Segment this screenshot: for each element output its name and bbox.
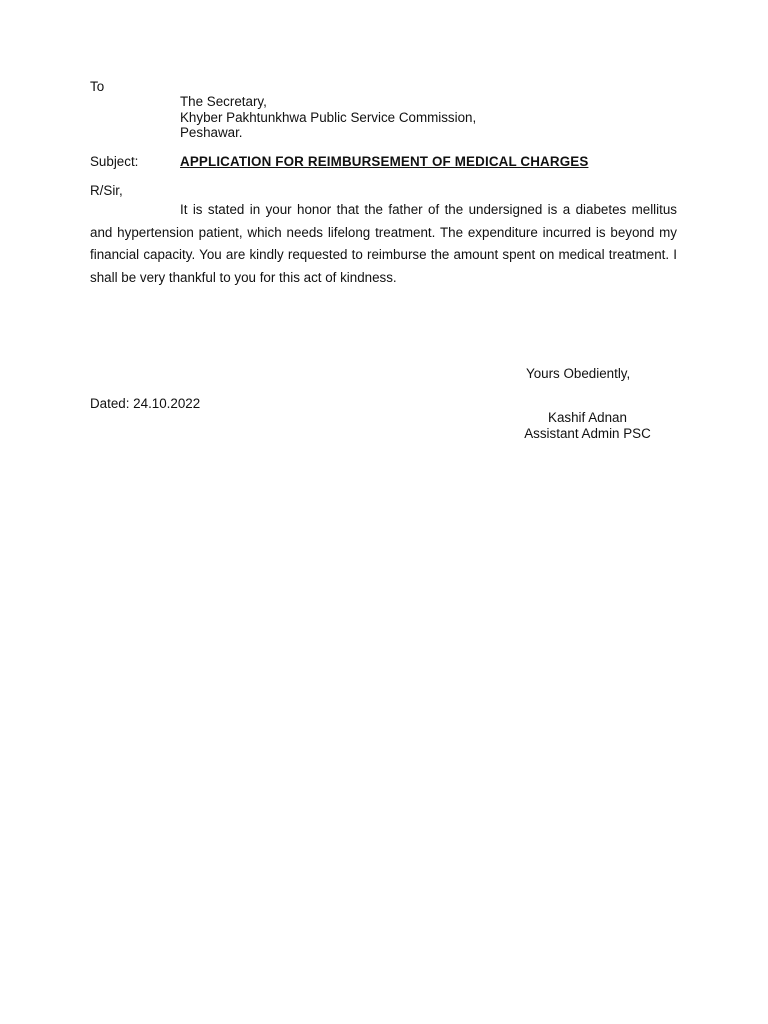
closing-line: Yours Obediently, [526, 366, 631, 381]
signatory-name: Kashif Adnan [548, 410, 627, 425]
recipient-line-2: Khyber Pakhtunkhwa Public Service Commission, [180, 109, 477, 125]
recipient-line-1: The Secretary, [180, 94, 267, 109]
signatory-title: Assistant Admin PSC [524, 425, 651, 441]
subject-heading: APPLICATION FOR REIMBURSEMENT OF MEDICAL CHARGES [180, 154, 589, 169]
letter-body: It is stated in your honor that the father of the undersigned is a diabetes mellitus and hypertension patient, which needs lifelong treatment. The expenditure incurred is beyond my financial capacity. You are kindly requested to reimburse the amount spent on medical treatment. I shall be very thankful to you for this act of kindness. [90, 202, 677, 285]
salutation: R/Sir, [90, 183, 123, 198]
to-label: To [90, 79, 105, 94]
recipient-address [180, 94, 476, 141]
signature-block [515, 410, 660, 441]
recipient-line-3: Peshawar. [180, 125, 243, 140]
subject-label: Subject: [90, 154, 139, 169]
date-line: Dated: 24.10.2022 [90, 396, 201, 411]
